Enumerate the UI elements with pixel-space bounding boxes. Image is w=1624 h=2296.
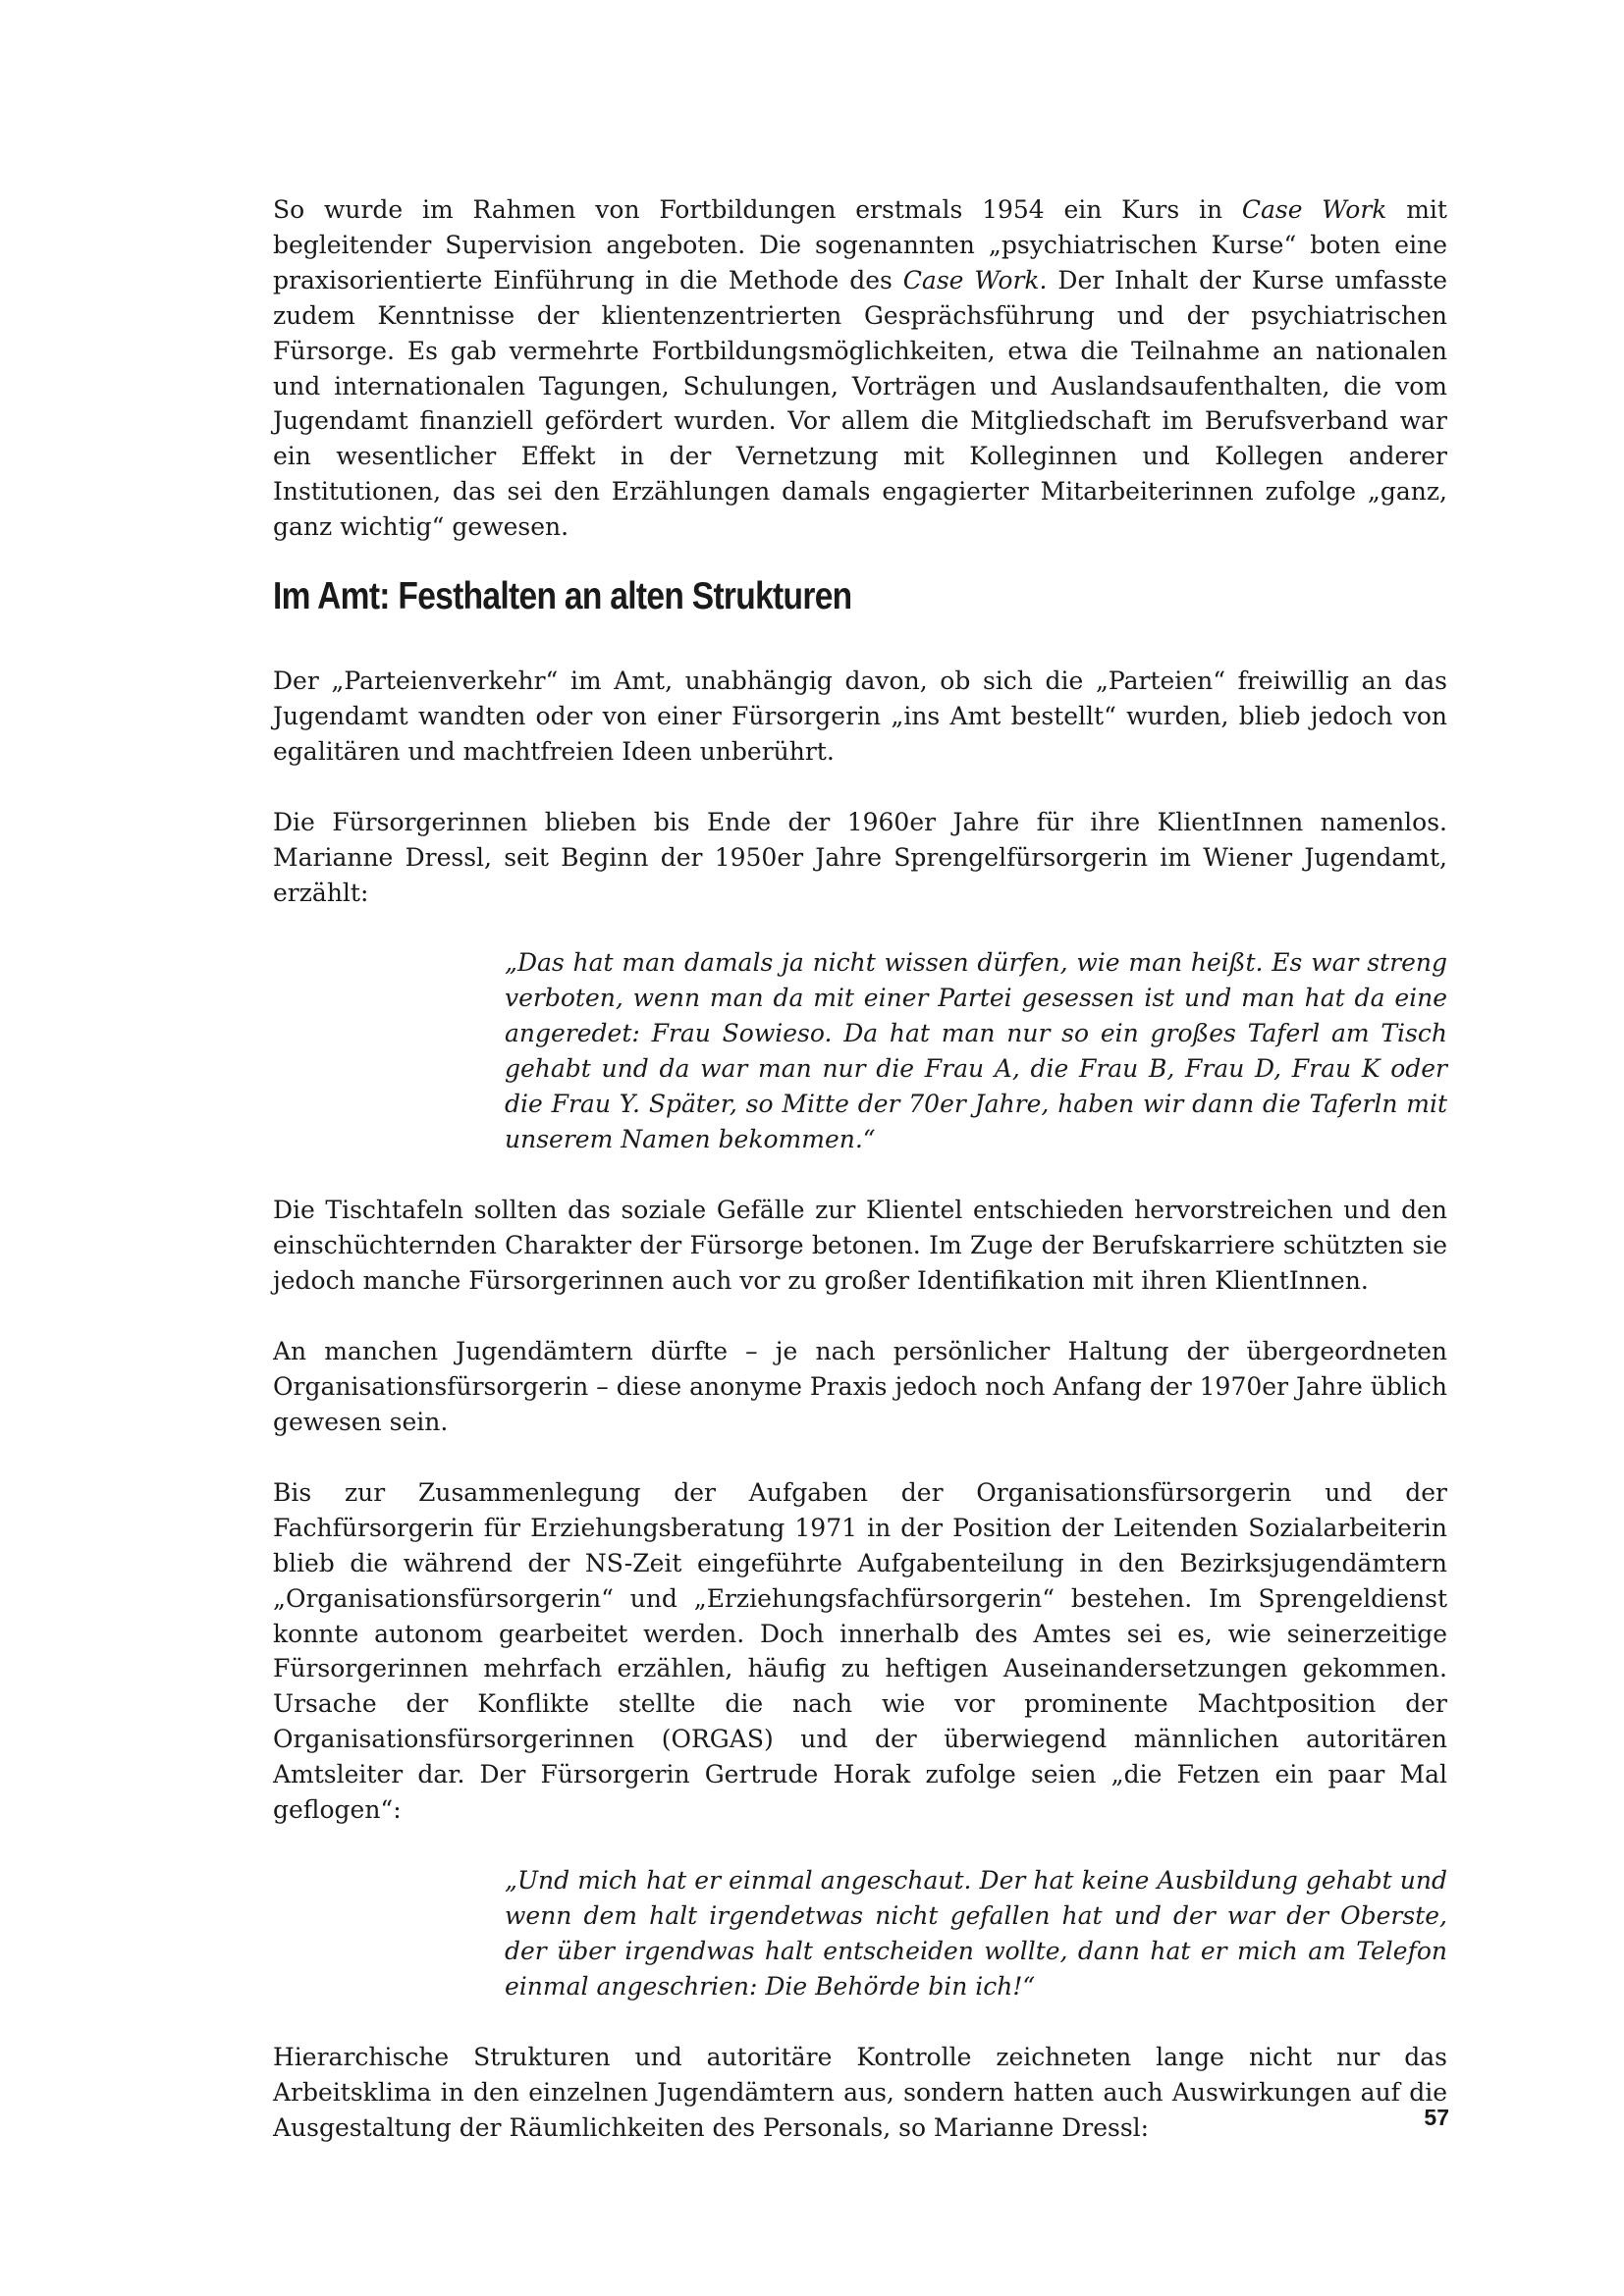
page-number: 57 bbox=[1424, 2105, 1449, 2130]
page-content bbox=[273, 192, 1447, 2146]
intro-paragraph bbox=[273, 192, 1448, 542]
body-paragraph-4: An manchen Jugendämtern dürfte – je nach persönlicher Haltung der übergeordneten Organisationsfürsorgerin – diese anonyme Praxis jedoch noch Anfang der 1970er Jahre üblich gewesen sein. bbox=[273, 1337, 1447, 1436]
block-quote-2: „Und mich hat er einmal angeschaut. Der hat keine Ausbildung gehabt und wenn dem halt irgendetwas nicht gefallen hat und der war der Oberste, der über irgendwas halt entscheiden wollte, dann hat er mich am Telefon einmal angeschrien: Die Behörde bin ich!“ bbox=[505, 1865, 1447, 2001]
intro-text-after: Der Inhalt der Kurse umfasste zudem Kenntnisse der klientenzentrierten Gesprächsführung und der psychiatrischen Fürsorge. Es gab vermehrte Fortbildungsmöglichkeiten, etwa die Teilnahme an nationalen und internationalen Tagungen, Schulungen, Vorträgen und Auslandsaufenthalten, die vom Jugendamt finanziell gefördert wurden. Vor allem die Mitgliedschaft im Berufsverband war ein wesentlicher Effekt in der Vernetzung mit Kolleginnen und Kollegen anderer Institutionen, das sei den Erzählungen damals engagierter Mitarbeiterinnen zufolge „ganz, ganz wichtig“ gewesen. bbox=[273, 265, 1448, 542]
body-paragraph-1: Der „Parteienverkehr“ im Amt, unabhängig davon, ob sich die „Parteien“ freiwillig an das Jugendamt wandten oder von einer Fürsorgerin „ins Amt bestellt“ wurden, blieb jedoch von egalitären und machtfreien Ideen unberührt. bbox=[273, 667, 1447, 766]
body-paragraph-3: Die Tischtafeln sollten das soziale Gefälle zur Klientel entschieden hervorstreichen und den einschüchternden Charakter der Fürsorge betonen. Im Zuge der Berufskarriere schützten sie jedoch manche Fürsorgerinnen auch vor zu großer Identifikation mit ihren KlientInnen. bbox=[273, 1196, 1447, 1296]
section-heading: Im Amt: Festhalten an alten Strukturen bbox=[273, 575, 852, 617]
intro-emphasis-case-work-2: Case Work. bbox=[902, 265, 1048, 294]
body-paragraph-2: Die Fürsorgerinnen blieben bis Ende der 1960er Jahre für ihre KlientInnen namenlos. Marianne Dressl, seit Beginn der 1950er Jahre Sprengelfürsorgerin im Wiener Jugendamt, erzählt: bbox=[273, 807, 1447, 907]
body-paragraph-6: Hierarchische Strukturen und autoritäre Kontrolle zeichneten lange nicht nur das Arbeitsklima in den einzelnen Jugendämtern aus, sondern hatten auch Auswirkungen auf die Ausgestaltung der Räumlichkeiten des Personals, so Marianne Dressl: bbox=[273, 2042, 1447, 2142]
intro-text-before: So wurde im Rahmen von Fortbildungen erstmals 1954 ein Kurs in bbox=[273, 195, 1242, 224]
body-paragraph-5: Bis zur Zusammenlegung der Aufgaben der Organisationsfürsorgerin und der Fachfürsorgerin für Erziehungsberatung 1971 in der Position der Leitenden Sozialarbeiterin blieb die während der NS-Zeit eingeführte Aufgabenteilung in den Bezirksjugendämtern „Organisationsfürsorgerin“ und „Erziehungsfachfürsorgerin“ bestehen. Im Sprengeldienst konnte autonom gearbeitet werden. Doch innerhalb des Amtes sei es, wie seinerzeitige Fürsorgerinnen mehrfach erzählen, häufig zu heftigen Auseinandersetzungen gekommen. Ursache der Konflikte stellte die nach wie vor prominente Machtposition der Organisationsfürsorgerinnen (ORGAS) und der überwiegend männlichen autoritären Amtsleiter dar. Der Fürsorgerin Gertrude Horak zufolge seien „die Fetzen ein paar Mal geflogen“: bbox=[273, 1477, 1447, 1825]
block-quote-1: „Das hat man damals ja nicht wissen dürfen, wie man heißt. Es war streng verboten, wenn man da mit einer Partei gesessen ist und man hat da eine angeredet: Frau Sowieso. Da hat man nur so ein großes Taferl am Tisch gehabt und da war man nur die Frau A, die Frau B, Frau D, Frau K oder die Frau Y. Später, so Mitte der 70er Jahre, haben wir dann die Taferln mit unserem Namen bekommen.“ bbox=[505, 948, 1447, 1154]
intro-text-middle: mit begleitender Supervision angeboten. Die sogenannten „psychiatrischen Kurse“ boten eine praxisorientierte Einführung in die Methode des bbox=[273, 195, 1447, 294]
intro-emphasis-case-work: Case Work bbox=[1241, 195, 1387, 224]
